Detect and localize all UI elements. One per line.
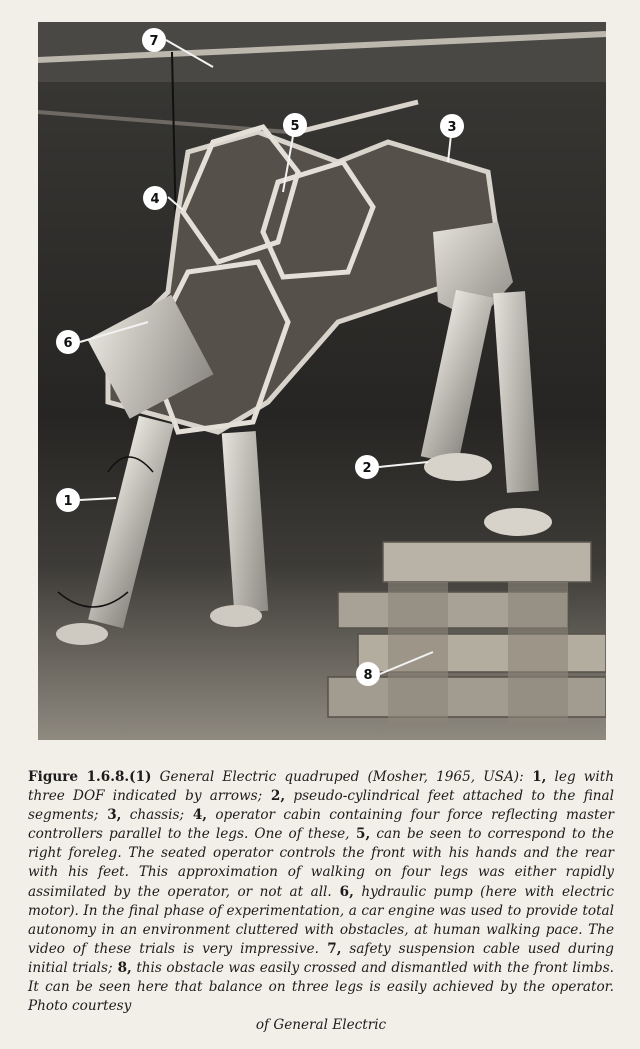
callout-3: [440, 114, 464, 138]
caption-number: 8,: [112, 959, 132, 976]
figure-caption: [28, 768, 614, 1035]
caption-segment: can be seen to correspond to the right foreleg. The seated operator controls the front with his hands and the rear with his feet. This approximation of walking on four legs was either rapidly assimilated by the operator, or not at all.: [28, 826, 614, 900]
caption-segment: this obstacle was easily crossed and dismantled with the front limbs. It can be seen here that balance on three legs is easily achieved by the operator. Photo courtesy: [28, 959, 614, 1015]
caption-number: 1,: [523, 769, 547, 785]
caption-segment: chassis;: [121, 807, 185, 824]
caption-segment: General Electric quadruped (Mosher, 1965, USA):: [159, 769, 524, 785]
figure-id: Figure 1.6.8.(1): [28, 769, 152, 785]
callout-4-label: 4: [150, 192, 160, 207]
caption-segment: hydraulic pump (here with electric motor). In the final phase of experimentation, a car engine was used to provide total autonomy in an environment cluttered with obstacles, at human walking pace. The video of these trials is very impressive.: [28, 883, 614, 957]
callout-7: [142, 28, 166, 52]
caption-number: 4,: [184, 807, 208, 824]
caption-number: 2,: [262, 788, 286, 805]
callout-3-label: 3: [447, 120, 457, 135]
callout-6: [56, 330, 80, 354]
callout-1-label: 1: [63, 494, 73, 509]
callout-2-label: 2: [362, 461, 372, 476]
callout-4: [143, 186, 167, 210]
callout-6-label: 6: [63, 336, 73, 351]
quadruped-photo: [38, 22, 606, 740]
callout-2: [355, 455, 379, 479]
caption-credit: of General Electric: [255, 1017, 387, 1034]
caption-number: 5,: [349, 826, 371, 843]
caption-number: 7,: [318, 940, 342, 957]
caption-segment: operator cabin containing four force reflecting master controllers parallel to the legs. One of these,: [28, 807, 614, 843]
callout-8-label: 8: [363, 668, 373, 683]
callout-1: [56, 488, 80, 512]
foot: [424, 453, 492, 481]
callout-7-label: 7: [149, 34, 159, 49]
caption-segment: leg with three DOF indicated by arrows;: [28, 769, 614, 805]
caption-text: [28, 769, 614, 1014]
photo-illustration: [38, 22, 606, 740]
caption-segment: pseudo-cylindrical feet attached to the final segments;: [28, 788, 614, 824]
caption-number: 3,: [98, 807, 122, 824]
callout-5: [283, 113, 307, 137]
caption-segment: safety suspension cable used during initial trials;: [28, 940, 614, 976]
callout-8: [356, 662, 380, 686]
callout-5-label: 5: [290, 119, 300, 134]
caption-number: 6,: [331, 883, 354, 900]
